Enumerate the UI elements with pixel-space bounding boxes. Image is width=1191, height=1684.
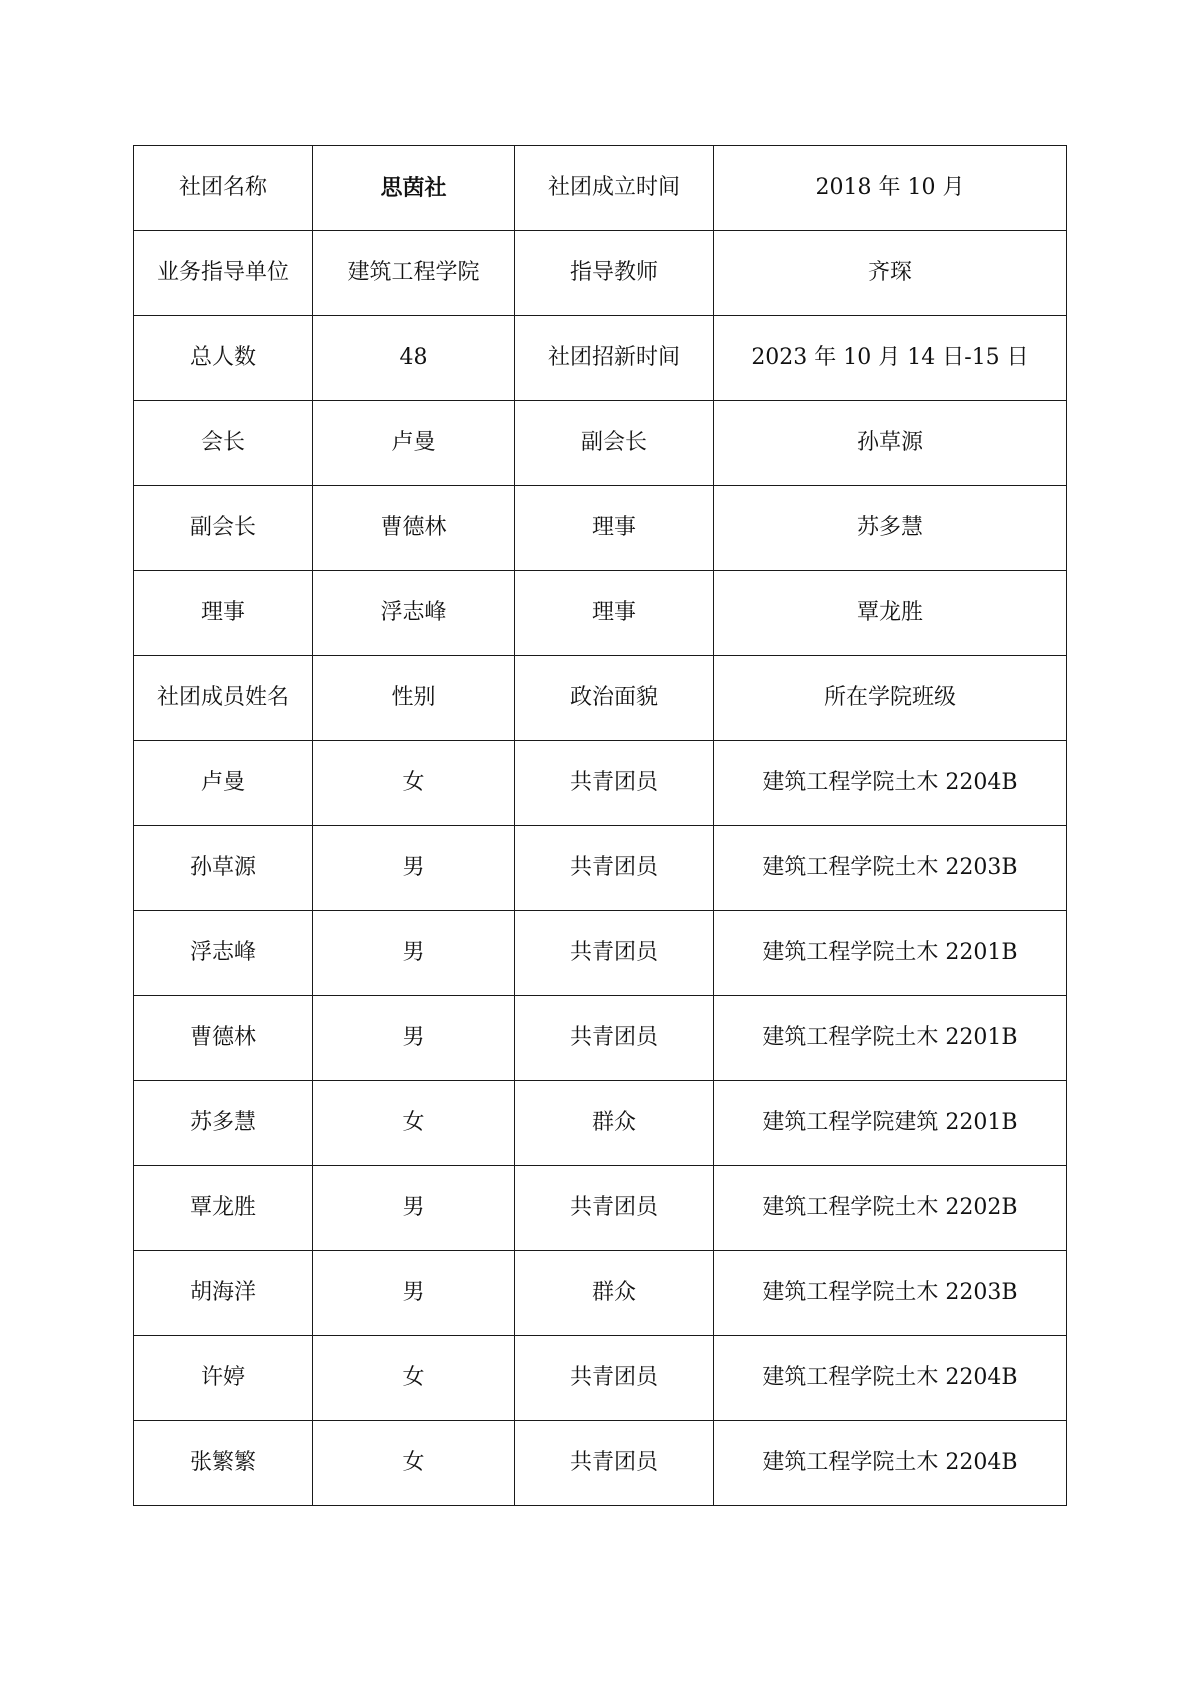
member-row <box>134 1421 1067 1506</box>
member-political-status: 共青团员 <box>515 826 714 911</box>
member-row <box>134 996 1067 1081</box>
director-label: 理事 <box>515 486 714 571</box>
member-name: 许婷 <box>134 1336 313 1421</box>
member-row <box>134 1081 1067 1166</box>
member-name-header: 社团成员姓名 <box>134 656 313 741</box>
member-name: 孙草源 <box>134 826 313 911</box>
member-political-status: 共青团员 <box>515 911 714 996</box>
member-row <box>134 1336 1067 1421</box>
member-name: 覃龙胜 <box>134 1166 313 1251</box>
info-row-directors <box>134 571 1067 656</box>
club-info-table <box>133 145 1067 1506</box>
club-info-sheet <box>133 145 1066 1506</box>
club-name-value: 思茵社 <box>313 146 515 231</box>
director-label: 理事 <box>134 571 313 656</box>
member-class: 建筑工程学院土木 2203B <box>714 1251 1067 1336</box>
member-row <box>134 826 1067 911</box>
member-gender: 男 <box>313 911 515 996</box>
member-gender: 男 <box>313 1166 515 1251</box>
director-label: 理事 <box>515 571 714 656</box>
member-row <box>134 741 1067 826</box>
member-row <box>134 911 1067 996</box>
member-gender: 男 <box>313 826 515 911</box>
member-class: 建筑工程学院土木 2203B <box>714 826 1067 911</box>
member-political-status: 共青团员 <box>515 1421 714 1506</box>
member-class: 建筑工程学院土木 2204B <box>714 1421 1067 1506</box>
member-class: 建筑工程学院土木 2202B <box>714 1166 1067 1251</box>
member-class-header: 所在学院班级 <box>714 656 1067 741</box>
member-name: 曹德林 <box>134 996 313 1081</box>
recruitment-date-value: 2023 年 10 月 14 日-15 日 <box>714 316 1067 401</box>
member-political-status: 共青团员 <box>515 1166 714 1251</box>
member-class: 建筑工程学院建筑 2201B <box>714 1081 1067 1166</box>
member-row <box>134 1251 1067 1336</box>
member-political-status: 群众 <box>515 1081 714 1166</box>
president-value: 卢曼 <box>313 401 515 486</box>
member-row <box>134 1166 1067 1251</box>
member-political-status-header: 政治面貌 <box>515 656 714 741</box>
recruitment-date-label: 社团招新时间 <box>515 316 714 401</box>
club-name-label: 社团名称 <box>134 146 313 231</box>
founding-date-label: 社团成立时间 <box>515 146 714 231</box>
member-political-status: 共青团员 <box>515 996 714 1081</box>
info-row-club-name <box>134 146 1067 231</box>
vice-president-label: 副会长 <box>515 401 714 486</box>
founding-date-value: 2018 年 10 月 <box>714 146 1067 231</box>
advisor-label: 指导教师 <box>515 231 714 316</box>
supervising-unit-value: 建筑工程学院 <box>313 231 515 316</box>
member-political-status: 共青团员 <box>515 741 714 826</box>
member-name: 卢曼 <box>134 741 313 826</box>
member-name: 浮志峰 <box>134 911 313 996</box>
member-header-row <box>134 656 1067 741</box>
member-gender: 女 <box>313 1421 515 1506</box>
president-label: 会长 <box>134 401 313 486</box>
member-political-status: 共青团员 <box>515 1336 714 1421</box>
vice-president-label: 副会长 <box>134 486 313 571</box>
director-value: 苏多慧 <box>714 486 1067 571</box>
info-row-vice-president <box>134 486 1067 571</box>
director-value: 覃龙胜 <box>714 571 1067 656</box>
member-gender-header: 性别 <box>313 656 515 741</box>
vice-president-value: 孙草源 <box>714 401 1067 486</box>
headcount-label: 总人数 <box>134 316 313 401</box>
member-gender: 女 <box>313 1081 515 1166</box>
info-row-supervisor <box>134 231 1067 316</box>
member-gender: 女 <box>313 741 515 826</box>
member-name: 苏多慧 <box>134 1081 313 1166</box>
member-class: 建筑工程学院土木 2204B <box>714 741 1067 826</box>
member-name: 张繁繁 <box>134 1421 313 1506</box>
member-name: 胡海洋 <box>134 1251 313 1336</box>
supervising-unit-label: 业务指导单位 <box>134 231 313 316</box>
vice-president-value: 曹德林 <box>313 486 515 571</box>
member-class: 建筑工程学院土木 2201B <box>714 911 1067 996</box>
director-value: 浮志峰 <box>313 571 515 656</box>
member-class: 建筑工程学院土木 2204B <box>714 1336 1067 1421</box>
member-gender: 女 <box>313 1336 515 1421</box>
info-row-headcount <box>134 316 1067 401</box>
member-class: 建筑工程学院土木 2201B <box>714 996 1067 1081</box>
member-gender: 男 <box>313 1251 515 1336</box>
member-political-status: 群众 <box>515 1251 714 1336</box>
headcount-value: 48 <box>313 316 515 401</box>
info-row-president <box>134 401 1067 486</box>
advisor-value: 齐琛 <box>714 231 1067 316</box>
member-gender: 男 <box>313 996 515 1081</box>
